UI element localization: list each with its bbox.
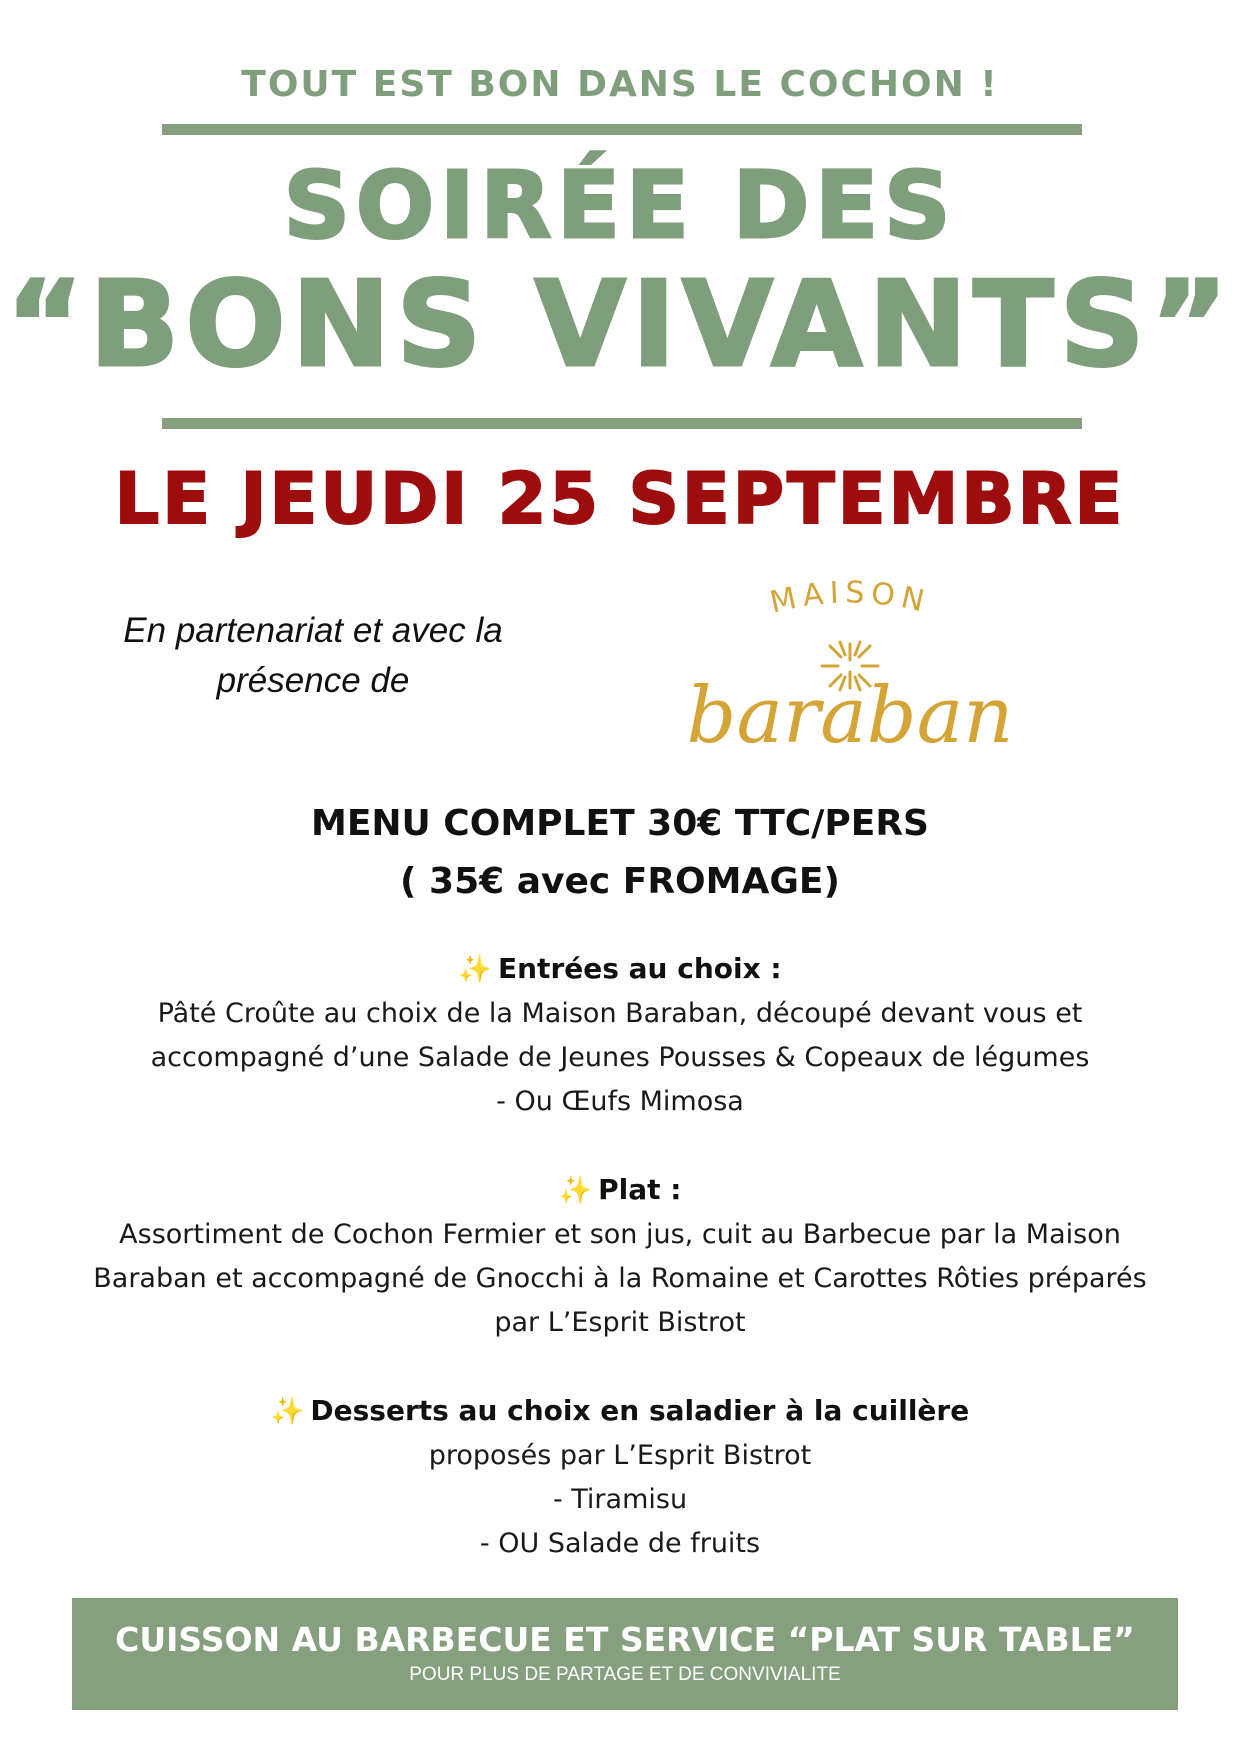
section-heading-text: Desserts au choix en saladier à la cuillère (310, 1394, 970, 1427)
section-heading-text: Plat : (598, 1173, 682, 1206)
section-line: accompagné d’une Salade de Jeunes Pousses & Copeaux de légumes (150, 1042, 1090, 1073)
menu-cheese-line: ( 35€ avec FROMAGE) (400, 861, 840, 902)
menu-price-line: MENU COMPLET 30€ TTC/PERS (311, 803, 929, 844)
section-line: proposés par L’Esprit Bistrot (428, 1440, 812, 1471)
section-line: Pâté Croûte au choix de la Maison Baraban, découpé devant vous et (157, 998, 1083, 1029)
section-line: Baraban et accompagné de Gnocchi à la Romaine et Carottes Rôties préparés (93, 1263, 1147, 1294)
section-line: par L’Esprit Bistrot (494, 1307, 746, 1338)
event-title-line-1: SOIRÉE DES (283, 152, 957, 259)
section-heading (40, 947, 1200, 992)
sparkles-icon: ✨ (458, 954, 492, 985)
logo-script-text: baraban (686, 671, 1014, 760)
top-divider (162, 124, 1082, 135)
banner-main-text: CUISSON AU BARBECUE ET SERVICE “PLAT SUR TABLE” (115, 1620, 1135, 1659)
section-line: - Tiramisu (552, 1484, 688, 1515)
section-plat (40, 1168, 1200, 1345)
partner-text-line-1: En partenariat et avec la (123, 611, 503, 650)
partner-text (88, 606, 538, 706)
sparkles-icon: ✨ (270, 1396, 305, 1427)
section-desserts (40, 1389, 1200, 1566)
section-line: Assortiment de Cochon Fermier et son jus, cuit au Barbecue par la Maison (119, 1219, 1121, 1250)
section-line: - Ou Œufs Mimosa (496, 1086, 744, 1117)
menu-price (0, 795, 1240, 911)
sparkles-icon: ✨ (558, 1175, 593, 1206)
logo-maison-text: MAISON (766, 575, 934, 621)
event-date: LE JEUDI 25 SEPTEMBRE (114, 458, 1126, 540)
banner-sub-text: POUR PLUS DE PARTAGE ET DE CONVIVIALITE (409, 1664, 841, 1685)
section-entrees (40, 947, 1200, 1124)
section-heading-text: Entrées au choix : (498, 952, 782, 985)
event-title-line-2: “BONS VIVANTS” (5, 255, 1235, 393)
tagline: TOUT EST BON DANS LE COCHON ! (241, 64, 999, 105)
section-heading (40, 1168, 1200, 1213)
partner-text-line-2: présence de (216, 661, 410, 700)
section-heading (40, 1389, 1200, 1434)
bottom-divider (162, 418, 1082, 429)
maison-baraban-logo (660, 560, 1040, 760)
section-line: - OU Salade de fruits (479, 1528, 761, 1559)
service-banner (72, 1598, 1178, 1710)
